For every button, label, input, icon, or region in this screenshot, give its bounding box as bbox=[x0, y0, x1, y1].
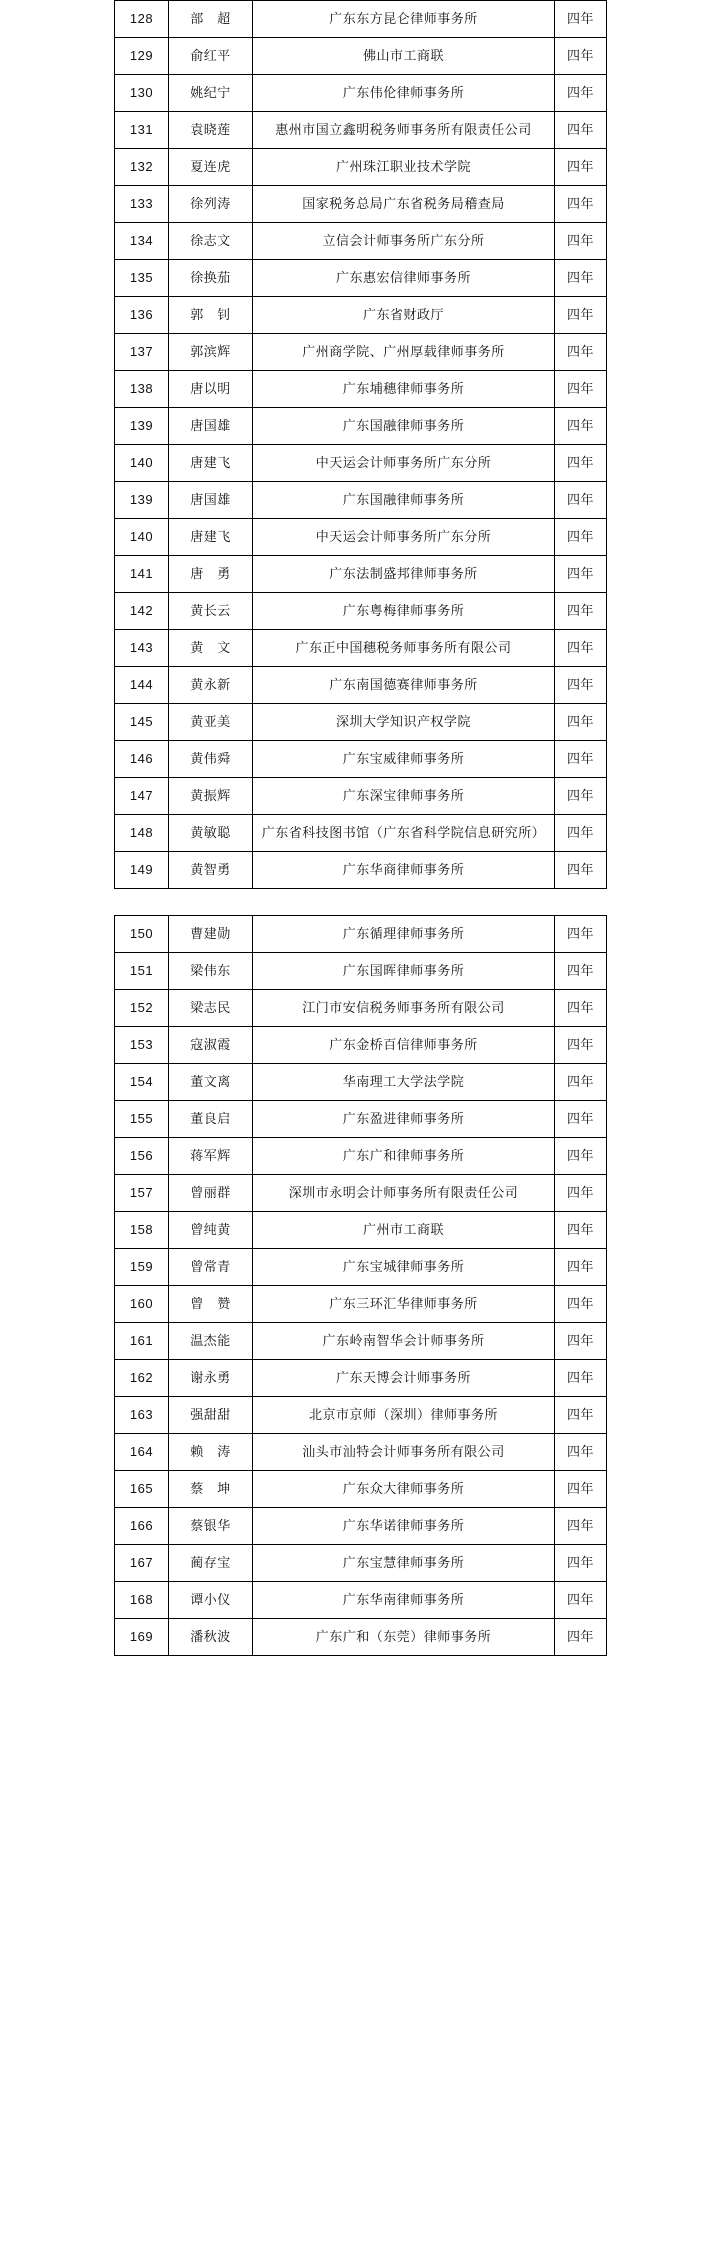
table-row bbox=[115, 1, 607, 38]
cell-name: 俞红平 bbox=[169, 38, 253, 75]
cell-term: 四年 bbox=[555, 1434, 607, 1471]
cell-term: 四年 bbox=[555, 1175, 607, 1212]
cell-index: 167 bbox=[115, 1545, 169, 1582]
cell-name: 曹建勋 bbox=[169, 916, 253, 953]
table-row bbox=[115, 916, 607, 953]
cell-organization: 广东南国德赛律师事务所 bbox=[253, 667, 555, 704]
table-row bbox=[115, 1434, 607, 1471]
cell-index: 163 bbox=[115, 1397, 169, 1434]
cell-name: 夏连虎 bbox=[169, 149, 253, 186]
table-row bbox=[115, 112, 607, 149]
roster-table-part-2 bbox=[114, 915, 607, 1656]
cell-name: 黄伟舜 bbox=[169, 741, 253, 778]
cell-organization: 广东国融律师事务所 bbox=[253, 408, 555, 445]
table-row bbox=[115, 445, 607, 482]
table-row bbox=[115, 223, 607, 260]
cell-term: 四年 bbox=[555, 445, 607, 482]
cell-index: 130 bbox=[115, 75, 169, 112]
cell-term: 四年 bbox=[555, 778, 607, 815]
cell-organization: 广东华商律师事务所 bbox=[253, 852, 555, 889]
table-row bbox=[115, 953, 607, 990]
roster-block-2 bbox=[114, 915, 606, 1656]
cell-term: 四年 bbox=[555, 482, 607, 519]
cell-index: 153 bbox=[115, 1027, 169, 1064]
cell-index: 142 bbox=[115, 593, 169, 630]
cell-name: 黄长云 bbox=[169, 593, 253, 630]
cell-name: 黄 文 bbox=[169, 630, 253, 667]
cell-name: 梁伟东 bbox=[169, 953, 253, 990]
table-row bbox=[115, 75, 607, 112]
table-row bbox=[115, 1582, 607, 1619]
cell-term: 四年 bbox=[555, 1212, 607, 1249]
cell-name: 强甜甜 bbox=[169, 1397, 253, 1434]
cell-name: 部 超 bbox=[169, 1, 253, 38]
cell-organization: 北京市京师（深圳）律师事务所 bbox=[253, 1397, 555, 1434]
cell-name: 郭 钊 bbox=[169, 297, 253, 334]
cell-index: 162 bbox=[115, 1360, 169, 1397]
cell-term: 四年 bbox=[555, 1286, 607, 1323]
cell-name: 徐列涛 bbox=[169, 186, 253, 223]
cell-organization: 广东东方昆仑律师事务所 bbox=[253, 1, 555, 38]
cell-name: 徐换茄 bbox=[169, 260, 253, 297]
cell-term: 四年 bbox=[555, 1471, 607, 1508]
cell-organization: 广东三环汇华律师事务所 bbox=[253, 1286, 555, 1323]
cell-organization: 中天运会计师事务所广东分所 bbox=[253, 519, 555, 556]
cell-organization: 惠州市国立鑫明税务师事务所有限责任公司 bbox=[253, 112, 555, 149]
table-row bbox=[115, 519, 607, 556]
table-row bbox=[115, 1027, 607, 1064]
cell-term: 四年 bbox=[555, 593, 607, 630]
cell-index: 145 bbox=[115, 704, 169, 741]
cell-term: 四年 bbox=[555, 186, 607, 223]
cell-name: 唐建飞 bbox=[169, 519, 253, 556]
cell-name: 曾 赞 bbox=[169, 1286, 253, 1323]
cell-organization: 佛山市工商联 bbox=[253, 38, 555, 75]
cell-term: 四年 bbox=[555, 667, 607, 704]
cell-organization: 广东伟伦律师事务所 bbox=[253, 75, 555, 112]
cell-organization: 广东金桥百信律师事务所 bbox=[253, 1027, 555, 1064]
cell-index: 156 bbox=[115, 1138, 169, 1175]
cell-term: 四年 bbox=[555, 334, 607, 371]
cell-name: 唐 勇 bbox=[169, 556, 253, 593]
cell-index: 151 bbox=[115, 953, 169, 990]
cell-term: 四年 bbox=[555, 297, 607, 334]
cell-index: 160 bbox=[115, 1286, 169, 1323]
cell-organization: 华南理工大学法学院 bbox=[253, 1064, 555, 1101]
cell-term: 四年 bbox=[555, 1027, 607, 1064]
cell-index: 140 bbox=[115, 519, 169, 556]
cell-organization: 广东国晖律师事务所 bbox=[253, 953, 555, 990]
cell-index: 139 bbox=[115, 408, 169, 445]
cell-name: 曾纯黄 bbox=[169, 1212, 253, 1249]
cell-index: 158 bbox=[115, 1212, 169, 1249]
cell-organization: 广东宝慧律师事务所 bbox=[253, 1545, 555, 1582]
cell-organization: 广东国融律师事务所 bbox=[253, 482, 555, 519]
cell-name: 黄永新 bbox=[169, 667, 253, 704]
table-row bbox=[115, 1508, 607, 1545]
cell-organization: 广东岭南智华会计师事务所 bbox=[253, 1323, 555, 1360]
table-row bbox=[115, 1175, 607, 1212]
cell-term: 四年 bbox=[555, 1101, 607, 1138]
cell-index: 157 bbox=[115, 1175, 169, 1212]
table-row bbox=[115, 1323, 607, 1360]
cell-term: 四年 bbox=[555, 1064, 607, 1101]
cell-term: 四年 bbox=[555, 1582, 607, 1619]
cell-name: 黄智勇 bbox=[169, 852, 253, 889]
cell-name: 曾丽群 bbox=[169, 1175, 253, 1212]
cell-term: 四年 bbox=[555, 260, 607, 297]
cell-term: 四年 bbox=[555, 916, 607, 953]
cell-index: 168 bbox=[115, 1582, 169, 1619]
table-row bbox=[115, 990, 607, 1027]
cell-index: 134 bbox=[115, 223, 169, 260]
table-row bbox=[115, 1212, 607, 1249]
cell-term: 四年 bbox=[555, 953, 607, 990]
cell-term: 四年 bbox=[555, 1397, 607, 1434]
cell-name: 蔡 坤 bbox=[169, 1471, 253, 1508]
table-row bbox=[115, 704, 607, 741]
cell-index: 133 bbox=[115, 186, 169, 223]
cell-name: 谭小仪 bbox=[169, 1582, 253, 1619]
cell-organization: 广东盈进律师事务所 bbox=[253, 1101, 555, 1138]
table-row bbox=[115, 667, 607, 704]
cell-organization: 广东省科技图书馆（广东省科学院信息研究所） bbox=[253, 815, 555, 852]
cell-index: 144 bbox=[115, 667, 169, 704]
table-row bbox=[115, 778, 607, 815]
cell-term: 四年 bbox=[555, 1508, 607, 1545]
cell-index: 155 bbox=[115, 1101, 169, 1138]
cell-organization: 广东广和（东莞）律师事务所 bbox=[253, 1619, 555, 1656]
cell-name: 梁志民 bbox=[169, 990, 253, 1027]
cell-index: 149 bbox=[115, 852, 169, 889]
cell-name: 曾常青 bbox=[169, 1249, 253, 1286]
cell-term: 四年 bbox=[555, 1249, 607, 1286]
cell-name: 郭滨辉 bbox=[169, 334, 253, 371]
cell-term: 四年 bbox=[555, 1545, 607, 1582]
cell-term: 四年 bbox=[555, 75, 607, 112]
cell-organization: 广东华诺律师事务所 bbox=[253, 1508, 555, 1545]
cell-organization: 广东广和律师事务所 bbox=[253, 1138, 555, 1175]
table-row bbox=[115, 408, 607, 445]
cell-term: 四年 bbox=[555, 149, 607, 186]
cell-index: 165 bbox=[115, 1471, 169, 1508]
cell-index: 154 bbox=[115, 1064, 169, 1101]
cell-name: 蒋军辉 bbox=[169, 1138, 253, 1175]
table-row bbox=[115, 1397, 607, 1434]
table-row bbox=[115, 1064, 607, 1101]
cell-name: 唐以明 bbox=[169, 371, 253, 408]
cell-term: 四年 bbox=[555, 815, 607, 852]
cell-index: 140 bbox=[115, 445, 169, 482]
cell-organization: 广东正中国穗税务师事务所有限公司 bbox=[253, 630, 555, 667]
cell-index: 138 bbox=[115, 371, 169, 408]
cell-term: 四年 bbox=[555, 519, 607, 556]
table-row bbox=[115, 1249, 607, 1286]
cell-term: 四年 bbox=[555, 852, 607, 889]
cell-organization: 深圳大学知识产权学院 bbox=[253, 704, 555, 741]
table-row bbox=[115, 1286, 607, 1323]
table-row bbox=[115, 371, 607, 408]
table-row bbox=[115, 1360, 607, 1397]
cell-index: 147 bbox=[115, 778, 169, 815]
cell-term: 四年 bbox=[555, 1360, 607, 1397]
cell-name: 董文离 bbox=[169, 1064, 253, 1101]
cell-term: 四年 bbox=[555, 704, 607, 741]
cell-term: 四年 bbox=[555, 408, 607, 445]
cell-index: 131 bbox=[115, 112, 169, 149]
cell-name: 谢永勇 bbox=[169, 1360, 253, 1397]
cell-term: 四年 bbox=[555, 1323, 607, 1360]
roster-block-1 bbox=[114, 0, 606, 889]
cell-organization: 广东宝城律师事务所 bbox=[253, 1249, 555, 1286]
cell-organization: 广州商学院、广州厚载律师事务所 bbox=[253, 334, 555, 371]
cell-name: 蔺存宝 bbox=[169, 1545, 253, 1582]
cell-index: 137 bbox=[115, 334, 169, 371]
table-row bbox=[115, 593, 607, 630]
cell-organization: 广东宝威律师事务所 bbox=[253, 741, 555, 778]
table-row bbox=[115, 1138, 607, 1175]
cell-name: 徐志文 bbox=[169, 223, 253, 260]
cell-name: 唐国雄 bbox=[169, 408, 253, 445]
table-row bbox=[115, 741, 607, 778]
cell-index: 161 bbox=[115, 1323, 169, 1360]
cell-organization: 广东众大律师事务所 bbox=[253, 1471, 555, 1508]
cell-index: 143 bbox=[115, 630, 169, 667]
cell-name: 黄敏聪 bbox=[169, 815, 253, 852]
table-row bbox=[115, 38, 607, 75]
cell-index: 129 bbox=[115, 38, 169, 75]
cell-organization: 国家税务总局广东省税务局稽查局 bbox=[253, 186, 555, 223]
cell-name: 姚纪宁 bbox=[169, 75, 253, 112]
cell-organization: 广州珠江职业技术学院 bbox=[253, 149, 555, 186]
cell-organization: 广东惠宏信律师事务所 bbox=[253, 260, 555, 297]
cell-organization: 广东粤梅律师事务所 bbox=[253, 593, 555, 630]
cell-index: 169 bbox=[115, 1619, 169, 1656]
table-row bbox=[115, 1101, 607, 1138]
roster-table-part-1 bbox=[114, 0, 607, 889]
table-row bbox=[115, 186, 607, 223]
cell-name: 赖 涛 bbox=[169, 1434, 253, 1471]
table-row bbox=[115, 260, 607, 297]
cell-organization: 汕头市汕特会计师事务所有限公司 bbox=[253, 1434, 555, 1471]
cell-term: 四年 bbox=[555, 38, 607, 75]
cell-index: 150 bbox=[115, 916, 169, 953]
cell-term: 四年 bbox=[555, 223, 607, 260]
cell-organization: 江门市安信税务师事务所有限公司 bbox=[253, 990, 555, 1027]
cell-name: 温杰能 bbox=[169, 1323, 253, 1360]
cell-index: 136 bbox=[115, 297, 169, 334]
cell-index: 146 bbox=[115, 741, 169, 778]
table-row bbox=[115, 852, 607, 889]
table-row bbox=[115, 1471, 607, 1508]
cell-name: 唐国雄 bbox=[169, 482, 253, 519]
cell-term: 四年 bbox=[555, 1138, 607, 1175]
cell-organization: 广东华南律师事务所 bbox=[253, 1582, 555, 1619]
cell-organization: 广东天博会计师事务所 bbox=[253, 1360, 555, 1397]
cell-term: 四年 bbox=[555, 1619, 607, 1656]
cell-index: 128 bbox=[115, 1, 169, 38]
table-row bbox=[115, 556, 607, 593]
cell-term: 四年 bbox=[555, 112, 607, 149]
cell-index: 148 bbox=[115, 815, 169, 852]
cell-term: 四年 bbox=[555, 741, 607, 778]
cell-term: 四年 bbox=[555, 990, 607, 1027]
cell-organization: 广东法制盛邦律师事务所 bbox=[253, 556, 555, 593]
cell-term: 四年 bbox=[555, 1, 607, 38]
cell-index: 135 bbox=[115, 260, 169, 297]
table-row bbox=[115, 334, 607, 371]
cell-term: 四年 bbox=[555, 630, 607, 667]
block-separator bbox=[114, 889, 606, 915]
cell-name: 董良启 bbox=[169, 1101, 253, 1138]
cell-name: 寇淑霞 bbox=[169, 1027, 253, 1064]
cell-organization: 深圳市永明会计师事务所有限责任公司 bbox=[253, 1175, 555, 1212]
cell-index: 139 bbox=[115, 482, 169, 519]
cell-index: 152 bbox=[115, 990, 169, 1027]
cell-organization: 中天运会计师事务所广东分所 bbox=[253, 445, 555, 482]
table-row bbox=[115, 149, 607, 186]
cell-organization: 广东循理律师事务所 bbox=[253, 916, 555, 953]
cell-organization: 广州市工商联 bbox=[253, 1212, 555, 1249]
cell-name: 唐建飞 bbox=[169, 445, 253, 482]
cell-name: 潘秋波 bbox=[169, 1619, 253, 1656]
cell-index: 141 bbox=[115, 556, 169, 593]
table-row bbox=[115, 1545, 607, 1582]
table-row bbox=[115, 297, 607, 334]
cell-name: 蔡银华 bbox=[169, 1508, 253, 1545]
cell-name: 黄振辉 bbox=[169, 778, 253, 815]
cell-index: 166 bbox=[115, 1508, 169, 1545]
cell-organization: 广东省财政厅 bbox=[253, 297, 555, 334]
table-row bbox=[115, 482, 607, 519]
table-row bbox=[115, 630, 607, 667]
table-row bbox=[115, 1619, 607, 1656]
cell-organization: 广东深宝律师事务所 bbox=[253, 778, 555, 815]
table-row bbox=[115, 815, 607, 852]
cell-organization: 广东埔穗律师事务所 bbox=[253, 371, 555, 408]
cell-index: 132 bbox=[115, 149, 169, 186]
cell-index: 159 bbox=[115, 1249, 169, 1286]
cell-name: 袁晓莲 bbox=[169, 112, 253, 149]
cell-name: 黄亚美 bbox=[169, 704, 253, 741]
cell-organization: 立信会计师事务所广东分所 bbox=[253, 223, 555, 260]
cell-term: 四年 bbox=[555, 556, 607, 593]
cell-index: 164 bbox=[115, 1434, 169, 1471]
cell-term: 四年 bbox=[555, 371, 607, 408]
